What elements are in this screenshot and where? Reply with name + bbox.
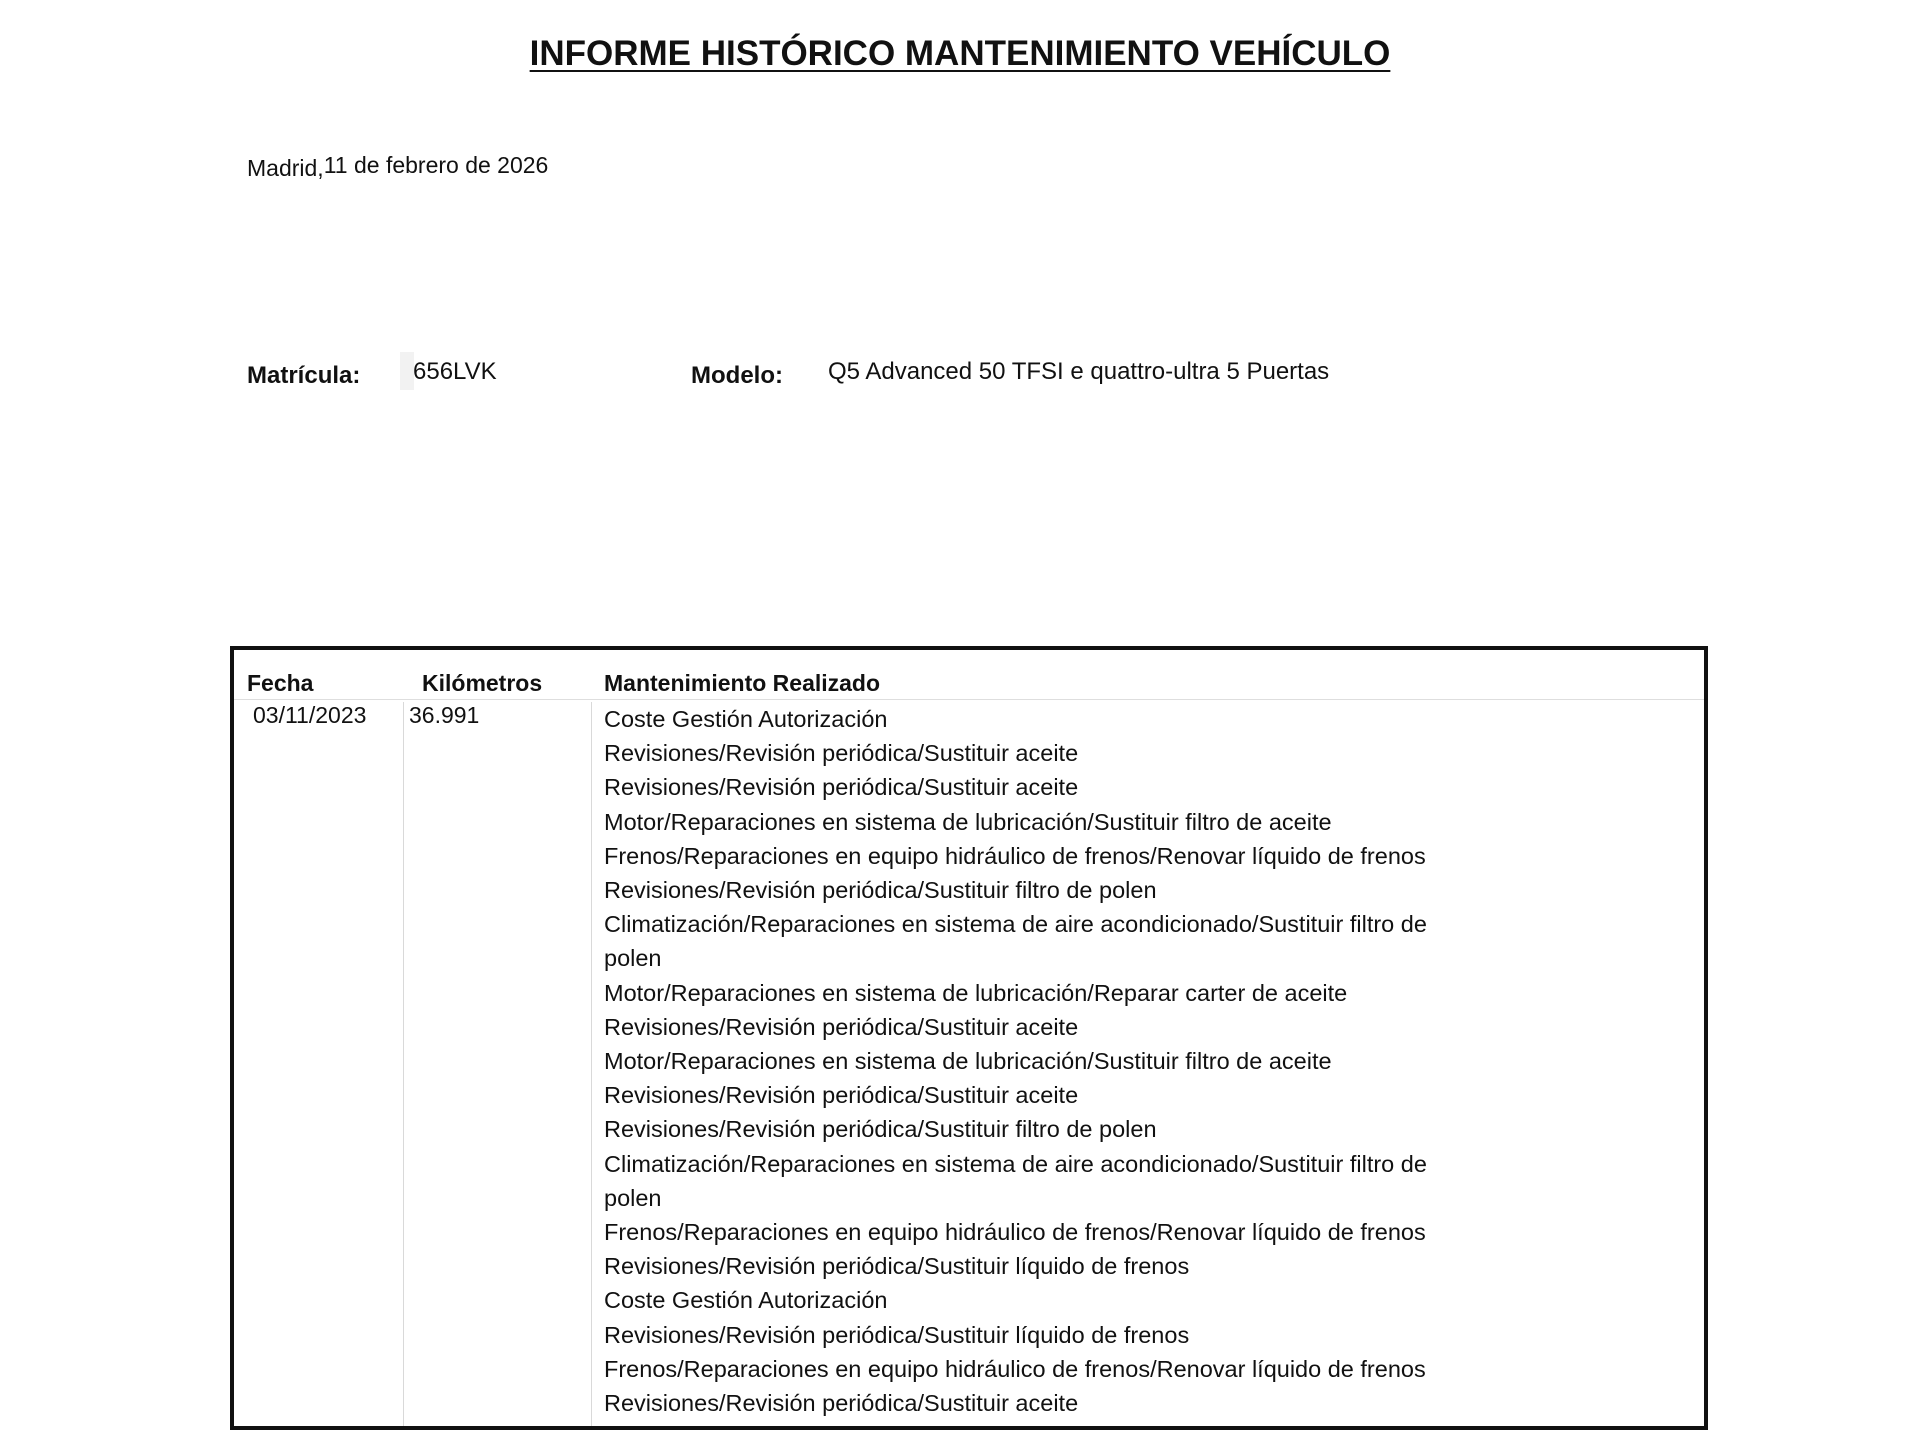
report-date: 11 de febrero de 2026 — [323, 152, 549, 178]
column-divider — [591, 702, 592, 1426]
header-divider — [234, 699, 1704, 700]
list-item: Revisiones/Revisión periódica/Sustituir aceite — [604, 740, 1079, 767]
redaction-mark — [400, 352, 414, 390]
plate-value: 656LVK — [413, 358, 497, 385]
model-value: Q5 Advanced 50 TFSI e quattro-ultra 5 Puertas — [828, 358, 1330, 385]
list-item: Frenos/Reparaciones en equipo hidráulico de frenos/Renovar líquido de frenos — [604, 1219, 1426, 1246]
list-item: Motor/Reparaciones en sistema de lubricación/Sustituir filtro de aceite — [604, 1048, 1332, 1075]
header-date: Fecha — [247, 670, 314, 696]
list-item: Revisiones/Revisión periódica/Sustituir filtro de polen — [604, 877, 1157, 904]
list-item: Revisiones/Revisión periódica/Sustituir aceite — [604, 1390, 1079, 1417]
list-item: Frenos/Reparaciones en equipo hidráulico de frenos/Renovar líquido de frenos — [604, 842, 1426, 869]
model-label: Modelo: — [691, 362, 783, 389]
list-item: Motor/Reparaciones en sistema de lubricación/Sustituir filtro de aceite — [604, 808, 1332, 835]
list-item: Motor/Reparaciones en sistema de lubricación/Reparar carter de aceite — [604, 979, 1348, 1006]
list-item: Coste Gestión Autorización — [604, 706, 888, 732]
list-item: Revisiones/Revisión periódica/Sustituir filtro de polen — [604, 1116, 1157, 1143]
column-divider — [403, 702, 404, 1426]
list-item: Revisiones/Revisión periódica/Sustituir líquido de frenos — [604, 1253, 1190, 1280]
list-item: polen — [604, 1184, 662, 1211]
list-item: Coste Gestión Autorización — [604, 1287, 888, 1314]
plate-label: Matrícula: — [247, 362, 361, 389]
row-km: 36.991 — [409, 702, 480, 728]
list-item: Climatización/Reparaciones en sistema de aire acondicionado/Sustituir filtro de — [604, 1150, 1427, 1177]
list-item: Climatización/Reparaciones en sistema de aire acondicionado/Sustituir filtro de — [604, 911, 1427, 938]
header-maintenance: Mantenimiento Realizado — [604, 670, 881, 696]
maintenance-table — [230, 646, 1708, 1430]
list-item: Frenos/Reparaciones en equipo hidráulico de frenos/Renovar líquido de frenos — [604, 1355, 1426, 1382]
list-item: Revisiones/Revisión periódica/Sustituir aceite — [604, 1013, 1079, 1040]
maintenance-list — [604, 702, 1427, 1420]
document-title: INFORME HISTÓRICO MANTENIMIENTO VEHÍCULO — [529, 34, 1391, 73]
header-km: Kilómetros — [422, 670, 543, 696]
list-item: Revisiones/Revisión periódica/Sustituir aceite — [604, 774, 1079, 801]
place-date — [247, 152, 548, 179]
list-item: polen — [604, 945, 662, 972]
list-item: Revisiones/Revisión periódica/Sustituir líquido de frenos — [604, 1321, 1190, 1348]
city: Madrid, — [247, 155, 324, 181]
list-item: Revisiones/Revisión periódica/Sustituir aceite — [604, 1082, 1079, 1109]
row-date: 03/11/2023 — [253, 702, 367, 728]
